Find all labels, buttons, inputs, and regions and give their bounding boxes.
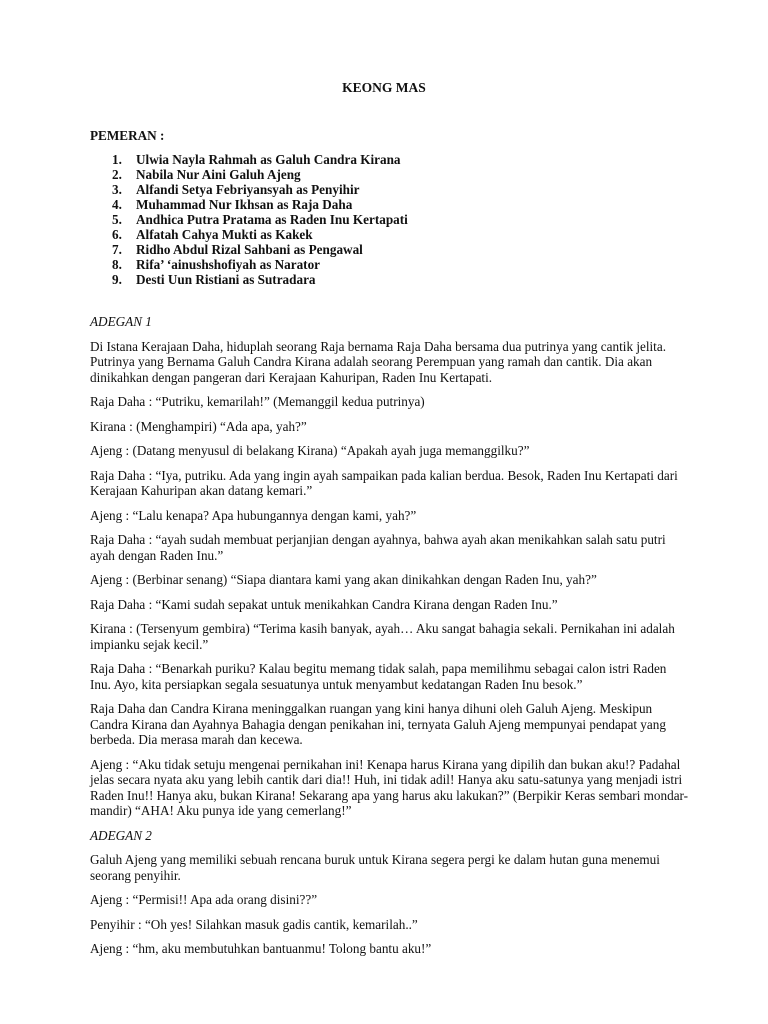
dialogue-line: Ajeng : “Aku tidak setuju mengenai pernikahan ini! Kenapa harus Kirana yang dipilih dan bukan aku!? Padahal jelas secara nyata aku yang lebih cantik dari dia!! Huh, ini tidak adil! Hanya aku satu-satunya yang menjadi istri Raden Inu!! Hanya aku, bukan Kirana! Sekarang apa yang harus aku lakukan?” (Berpikir Keras sembari mondar-mandir) “AHA! Aku punya ide yang cemerlang!” [90,756,689,818]
cast-item [112,152,408,167]
dialogue-line: Ajeng : “Lalu kenapa? Apa hubungannya dengan kami, yah?” [90,507,417,523]
cast-text: Ridho Abdul Rizal Sahbani as Pengawal [136,242,363,257]
scene-heading: ADEGAN 1 [90,314,152,329]
cast-number: 9. [112,272,122,287]
narration-paragraph: Galuh Ajeng yang memiliki sebuah rencana buruk untuk Kirana segera pergi ke dalam hutan guna menemui seorang penyihir. [90,852,660,883]
dialogue-line: Kirana : (Menghampiri) “Ada apa, yah?” [90,418,307,434]
cast-text: Alfatah Cahya Mukti as Kakek [136,227,313,242]
cast-item [112,212,408,227]
dialogue-line: Raja Daha : “Putriku, kemarilah!” (Memanggil kedua putrinya) [90,394,425,409]
dialogue-line: Kirana : (Tersenyum gembira) “Terima kasih banyak, ayah… Aku sangat bahagia sekali. Pernikahan ini adalah impianku sejak kecil.” [90,621,675,652]
cast-text: Ulwia Nayla Rahmah as Galuh Candra Kirana [136,152,401,167]
cast-number: 3. [112,182,122,197]
dialogue-line: Raja Daha : “Benarkah puriku? Kalau begitu memang tidak salah, papa memilihmu sebagai calon istri Raden Inu. Ayo, kita persiapkan segala sesuatunya untuk menyambut kedatangan Raden Inu besok.” [90,661,667,692]
cast-list [112,152,408,287]
cast-item [112,167,408,182]
cast-number: 2. [112,167,122,182]
cast-heading: PEMERAN : [90,128,165,143]
cast-number: 5. [112,212,122,227]
dialogue-line: Penyihir : “Oh yes! Silahkan masuk gadis cantik, kemarilah..” [90,916,418,932]
cast-item [112,242,408,257]
cast-text: Muhammad Nur Ikhsan as Raja Daha [136,197,353,212]
script-body [90,314,690,966]
cast-number: 6. [112,227,122,242]
cast-text: Andhica Putra Pratama as Raden Inu Kertapati [136,212,408,227]
cast-number: 8. [112,257,122,272]
dialogue-line: Raja Daha : “ayah sudah membuat perjanjian dengan ayahnya, bahwa ayah akan menikahkan salah satu putri ayah dengan Raden Inu.” [90,532,666,563]
cast-number: 1. [112,152,122,167]
dialogue-line: Ajeng : “hm, aku membutuhkan bantuanmu! Tolong bantu aku!” [90,941,432,956]
cast-item [112,182,408,197]
cast-text: Rifa’ ‘ainushshofiyah as Narator [136,257,321,272]
cast-number: 7. [112,242,122,257]
narration-paragraph: Di Istana Kerajaan Daha, hiduplah seorang Raja bernama Raja Daha bersama dua putrinya yang cantik jelita. Putrinya yang Bernama Galuh Candra Kirana adalah seorang Perempuan yang ramah dan cantik. Dia akan dinikahkan dengan pangeran dari Kerajaan Kahuripan, Raden Inu Kertapati. [90,338,666,385]
dialogue-line: Ajeng : “Permisi!! Apa ada orang disini??” [90,892,318,907]
cast-text: Alfandi Setya Febriyansyah as Penyihir [136,182,360,197]
cast-item [112,197,408,212]
dialogue-line: Ajeng : (Datang menyusul di belakang Kirana) “Apakah ayah juga memanggilku?” [90,443,530,458]
dialogue-line: Raja Daha : “Iya, putriku. Ada yang ingin ayah sampaikan pada kalian berdua. Besok, Raden Inu Kertapati dari Kerajaan Kahuripan akan datang kemari.” [90,467,678,498]
cast-text: Desti Uun Ristiani as Sutradara [136,272,316,287]
scene-heading: ADEGAN 2 [90,827,152,843]
cast-item [112,227,408,242]
narration-paragraph: Raja Daha dan Candra Kirana meninggalkan ruangan yang kini hanya dihuni oleh Galuh Ajeng. Meskipun Candra Kirana dan Ayahnya Bahagia dengan penikahan ini, ternyata Galuh Ajeng mempunyai pendapat yang berbeda. Dia merasa marah dan kecewa. [90,701,666,747]
dialogue-line: Raja Daha : “Kami sudah sepakat untuk menikahkan Candra Kirana dengan Raden Inu.” [90,596,558,612]
cast-item [112,272,408,287]
cast-text: Nabila Nur Aini Galuh Ajeng [136,167,301,182]
cast-number: 4. [112,197,122,212]
dialogue-line: Ajeng : (Berbinar senang) “Siapa diantara kami yang akan dinikahkan dengan Raden Inu, yah?” [90,572,597,587]
cast-item [112,257,408,272]
document-title: KEONG MAS [342,80,426,95]
